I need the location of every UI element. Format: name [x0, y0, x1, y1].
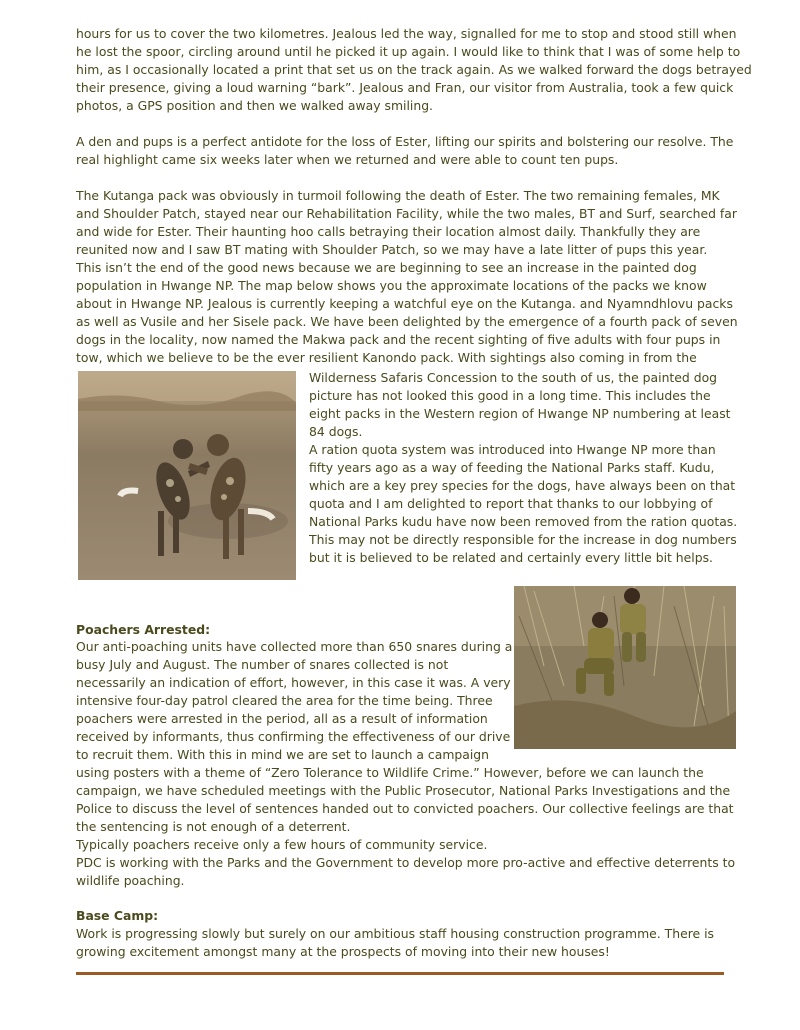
text-line: Our anti-poaching units have collected more than 650 snares during a	[76, 639, 513, 654]
paragraph-tracking	[76, 25, 752, 115]
paragraph-poachers-wrapped	[76, 638, 512, 764]
text-line: photos, a GPS position and then we walked away smiling.	[76, 98, 433, 113]
text-line: intensive four-day patrol cleared the area for the time being. Three	[76, 693, 493, 708]
text-line: using posters with a theme of “Zero Tolerance to Wildlife Crime.” However, before we can launch the	[76, 765, 704, 780]
text-line: real highlight came six weeks later when we returned and were able to count ten pups.	[76, 152, 619, 167]
section-heading-poachers: Poachers Arrested:	[76, 622, 211, 637]
paragraph-kutanga-pack	[76, 187, 738, 367]
text-line: about in Hwange NP. Jealous is currently keeping a watchful eye on the Kutanga. and Nyamndhlovu packs	[76, 296, 733, 311]
text-line: the sentencing is not enough of a deterrent.	[76, 819, 351, 834]
text-line: Wilderness Safaris Concession to the south of us, the painted dog	[309, 370, 718, 385]
text-line: campaign, we have scheduled meetings with the Public Prosecutor, National Parks Investigations and the	[76, 783, 731, 798]
text-line: busy July and August. The number of snares collected is not	[76, 657, 449, 672]
text-line: National Parks kudu have now been removed from the ration quotas.	[309, 514, 738, 529]
text-line: received by informants, thus confirming the effectiveness of our drive	[76, 729, 511, 744]
text-line: reunited now and I saw BT mating with Shoulder Patch, so we may have a late litter of pups this year.	[76, 242, 708, 257]
text-line: and Shoulder Patch, stayed near our Rehabilitation Facility, while the two males, BT and Surf, searched far	[76, 206, 737, 221]
text-line: dogs in the locality, now named the Makwa pack and the recent sighting of five adults with four pups in	[76, 332, 721, 347]
text-line: and wide for Ester. Their haunting hoo calls betraying their location almost daily. Thankfully they are	[76, 224, 701, 239]
text-line: to recruit them. With this in mind we are set to launch a campaign	[76, 747, 490, 762]
text-line: eight packs in the Western region of Hwange NP numbering at least	[309, 406, 731, 421]
text-line: tow, which we believe to be the ever resilient Kanondo pack. With sightings also coming in from the	[76, 350, 697, 365]
text-line: their presence, giving a loud warning “bark”. Jealous and Fran, our visitor from Australia, took a few quick	[76, 80, 734, 95]
text-line: This may not be directly responsible for the increase in dog numbers	[309, 532, 737, 547]
text-line: him, as I occasionally located a print that set us on the track again. As we walked forward the dogs betrayed	[76, 62, 752, 77]
text-line: but it is believed to be related and certainly every little bit helps.	[309, 550, 713, 565]
text-line: necessarily an indication of effort, however, in this case it was. A very	[76, 675, 511, 690]
painted-dogs-photo	[78, 371, 296, 580]
section-heading-base-camp: Base Camp:	[76, 908, 159, 923]
text-line: Typically poachers receive only a few hours of community service.	[76, 837, 488, 852]
anti-poaching-photo	[514, 586, 736, 749]
text-line: as well as Vusile and her Sisele pack. We have been delighted by the emergence of a fourth pack of seven	[76, 314, 738, 329]
text-line: Police to discuss the level of sentences handed out to convicted poachers. Our collective feelings are that	[76, 801, 734, 816]
text-line: growing excitement amongst many at the prospects of moving into their new houses!	[76, 944, 610, 959]
text-line: poachers were arrested in the period, all as a result of information	[76, 711, 488, 726]
text-line: hours for us to cover the two kilometres. Jealous led the way, signalled for me to stop and stood still when	[76, 26, 737, 41]
text-line: 84 dogs.	[309, 424, 363, 439]
text-line: The Kutanga pack was obviously in turmoil following the death of Ester. The two remaining females, MK	[76, 188, 720, 203]
paragraph-den-pups	[76, 133, 733, 169]
text-line: Work is progressing slowly but surely on our ambitious staff housing construction programme. There is	[76, 926, 714, 941]
text-line: fifty years ago as a way of feeding the National Parks staff. Kudu,	[309, 460, 715, 475]
text-line: wildlife poaching.	[76, 873, 185, 888]
text-line: PDC is working with the Parks and the Government to develop more pro-active and effective deterrents to	[76, 855, 736, 870]
text-line: picture has not looked this good in a long time. This includes the	[309, 388, 711, 403]
text-line: which are a key prey species for the dogs, have always been on that	[309, 478, 736, 493]
paragraph-base-camp	[76, 925, 714, 961]
text-line: quota and I am delighted to report that thanks to our lobbying of	[309, 496, 713, 511]
footer-divider	[76, 972, 724, 975]
text-line: A ration quota system was introduced into Hwange NP more than	[309, 442, 716, 457]
paragraph-wilderness-ration	[309, 369, 737, 567]
text-line: population in Hwange NP. The map below shows you the approximate locations of the packs we know	[76, 278, 707, 293]
text-line: A den and pups is a perfect antidote for the loss of Ester, lifting our spirits and bolstering our resolve. The	[76, 134, 734, 149]
paragraph-poachers-full	[76, 764, 735, 890]
text-line: This isn’t the end of the good news because we are beginning to see an increase in the painted dog	[76, 260, 697, 275]
text-line: he lost the spoor, circling around until he picked it up again. I would like to think that I was of some help to	[76, 44, 741, 59]
